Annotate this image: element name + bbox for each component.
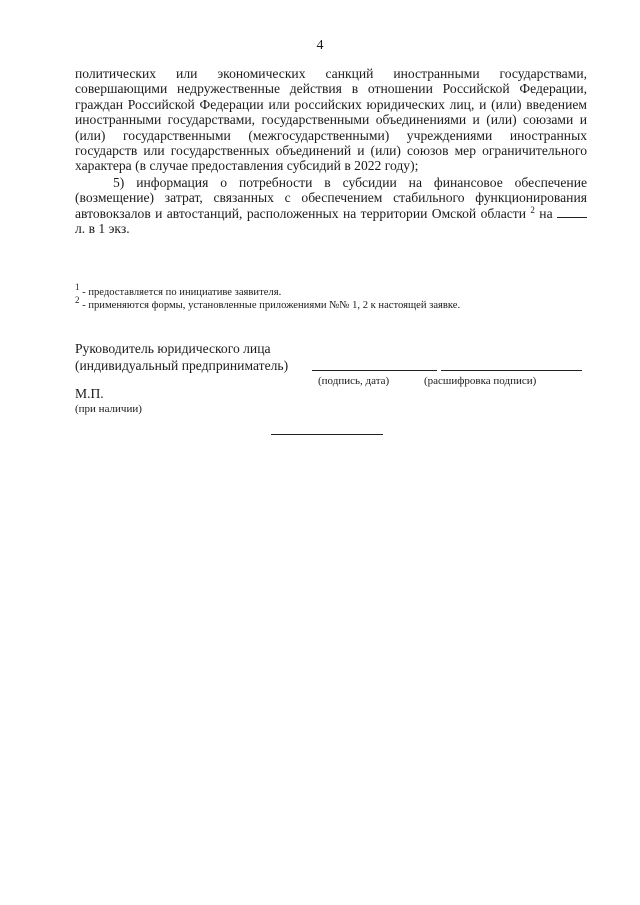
signatory-title: Руководитель юридического лица <box>75 341 271 356</box>
footnotes <box>75 282 595 312</box>
signature-line <box>312 370 437 371</box>
footnote-2 <box>75 295 595 312</box>
footnote-mark-1: 1 <box>75 282 80 292</box>
stamp-note: (при наличии) <box>75 403 142 415</box>
footnote-ref-2: 2 <box>530 204 535 215</box>
signatory-subtitle: (индивидуальный предприниматель) <box>75 358 289 373</box>
end-divider <box>271 434 383 435</box>
footnote-text-2: - применяются формы, установленные приложениями №№ 1, 2 к настоящей заявке. <box>79 300 461 311</box>
paragraph-continuation: политических или экономических санкций иностранными государствами, совершающими недружественные действия в отношении Российской Федерации, граждан Российской Федерации или российских юридических лиц, и (или) введением иностранными государствами, государственными объединениями и (или) союзами и (или) государственными (межгосударственными) учреждениями иностранных государств или государственных объединений и (или) союзов мер ограничительного характера (в случае предоставления субсидий в 2022 году); <box>75 66 587 174</box>
item-5-text: 5) информация о потребности в субсидии на финансовое обеспечение (возмещение) затрат, связанных с обеспечением стабильного функционирования автовокзалов и автостанций, расположенных на территории Омской области <box>75 174 587 221</box>
item-5-text-end: л. в 1 экз. <box>75 221 130 237</box>
signature-decode-caption: (расшифровка подписи) <box>424 375 537 387</box>
stamp-label: М.П. <box>75 386 104 401</box>
footnote-text-1: - предоставляется по инициативе заявителя. <box>79 287 282 298</box>
pages-count-blank <box>557 206 587 218</box>
document-body <box>75 66 587 236</box>
footnote-1 <box>75 282 595 299</box>
signature-caption: (подпись, дата) <box>318 375 390 387</box>
page-number: 4 <box>316 38 324 53</box>
signature-block <box>75 340 595 374</box>
item-5-text-mid: на <box>534 205 557 221</box>
signature-decode-line <box>441 370 582 371</box>
item-5-paragraph <box>75 175 587 237</box>
footnote-mark-2: 2 <box>75 295 80 305</box>
